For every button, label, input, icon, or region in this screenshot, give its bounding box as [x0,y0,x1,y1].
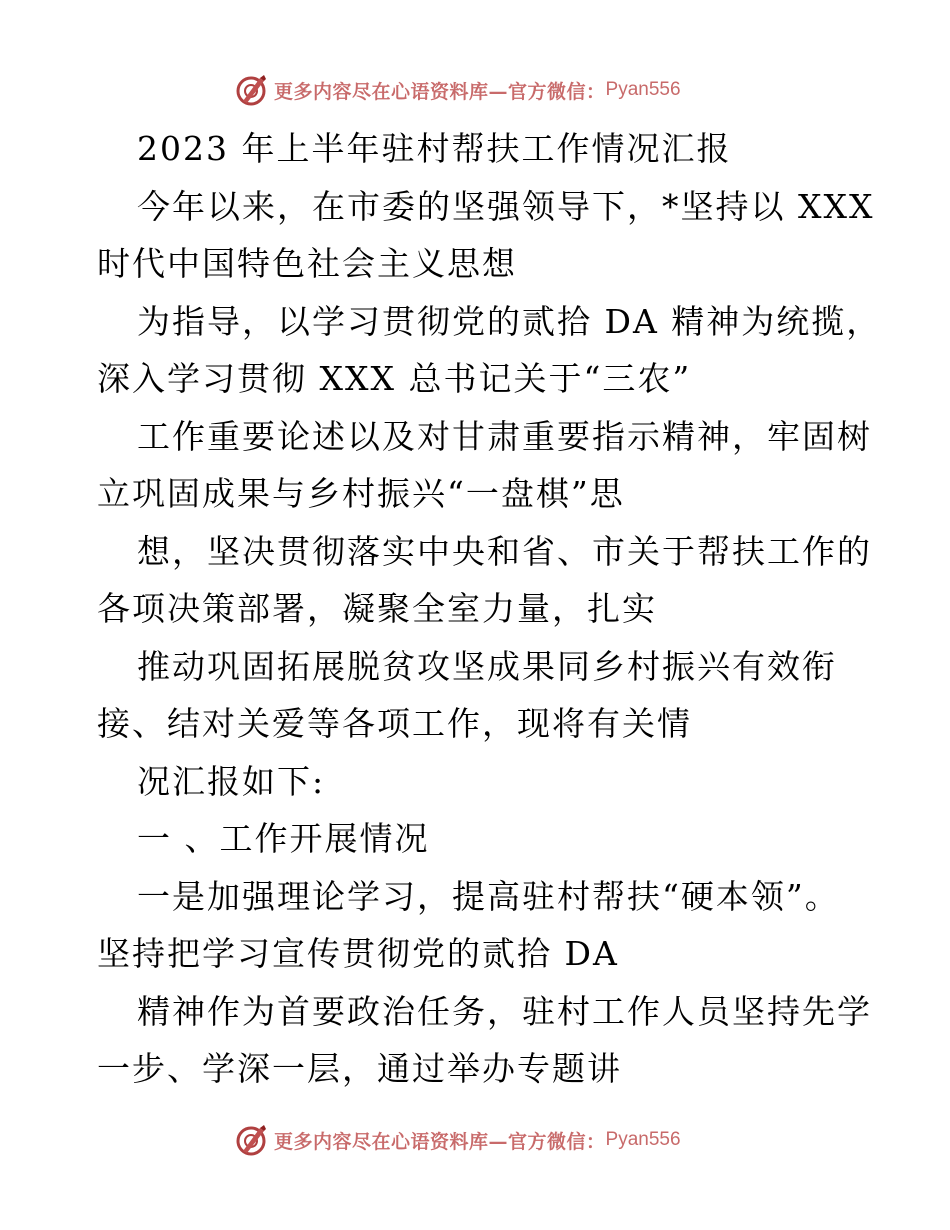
text-line: 推动巩固拓展脱贫攻坚成果同乡村振兴有效衔 [137,646,837,686]
pen-logo-icon [234,73,268,107]
text-line: 深入学习贯彻 XXX 总书记关于“三农” [97,359,692,398]
text-line: 2023 年上半年驻村帮扶工作情况汇报 [137,129,732,168]
text-line: 今年以来，在市委的坚强领导下，*坚持以 XXX [137,186,875,226]
text-line: 精神作为首要政治任务，驻村工作人员坚持先学 [137,991,872,1031]
text-line: 一步、学深一层，通过举办专题讲 [97,1049,622,1088]
watermark-text: 更多内容尽在心语资料库—官方微信： [274,80,606,103]
watermark-wechat-id: Pyan556 [605,1129,681,1150]
document-body [97,120,882,1098]
text-line: 为指导，以学习贯彻党的贰拾 DA 精神为统揽， [137,301,882,341]
text-line: 一是加强理论学习，提高驻村帮扶“硬本领”。 [137,876,840,916]
text-line: 立巩固成果与乡村振兴“一盘棋”思 [97,474,625,513]
pen-logo-icon [234,1123,268,1157]
text-line: 各项决策部署，凝聚全室力量，扎实 [97,589,657,628]
watermark-header [234,72,681,108]
text-line: 想，坚决贯彻落实中央和省、市关于帮扶工作的 [137,531,872,571]
watermark-text: 更多内容尽在心语资料库—官方微信： [274,1130,606,1153]
text-line: 工作重要论述以及对甘肃重要指示精神，牢固树 [137,416,872,456]
watermark-footer [234,1122,681,1158]
text-line: 况汇报如下: [137,761,326,801]
text-line: 接、结对关爱等各项工作，现将有关情 [97,704,692,743]
text-line: 时代中国特色社会主义思想 [97,244,517,283]
watermark-wechat-id: Pyan556 [605,79,681,100]
text-line: 坚持把学习宣传贯彻党的贰拾 DA [97,934,619,973]
section-heading: 一 、工作开展情况 [137,819,430,858]
